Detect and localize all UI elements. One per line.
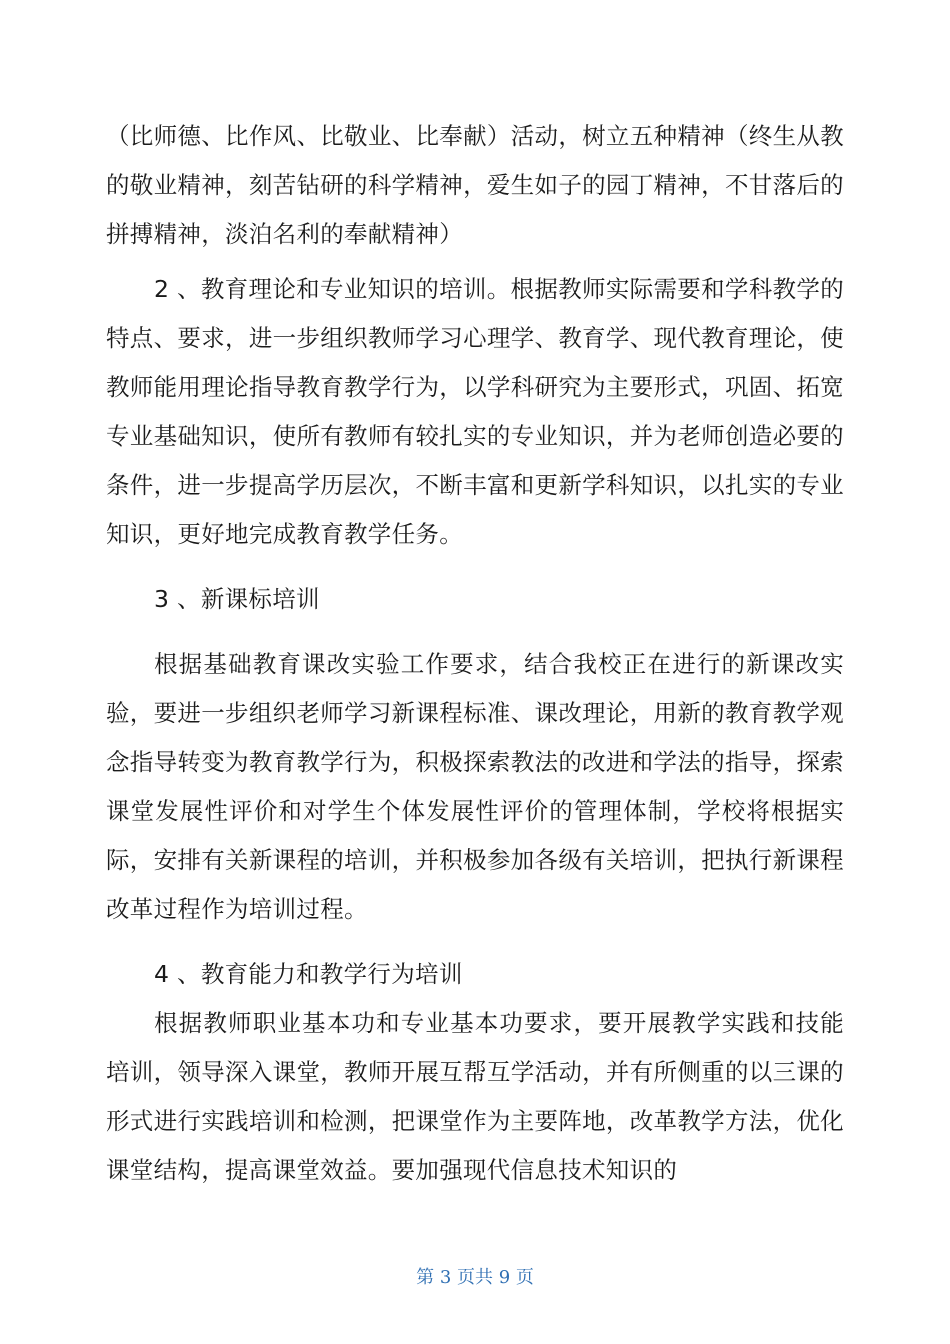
paragraph-spirit-activities: （比师德、比作风、比敬业、比奉献）活动，树立五种精神（终生从教的敬业精神，刻苦钻研的科学精神，爱生如子的园丁精神，不甘落后的拼搏精神，淡泊名利的奉献精神） (106, 122, 844, 248)
heading-teaching-ability-training: 4 、教育能力和教学行为培训 (154, 960, 463, 988)
paragraph-new-curriculum: 根据基础教育课改实验工作要求，结合我校正在进行的新课改实验，要进一步组织老师学习新课程标准、课改理论，用新的教育教学观念指导转变为教育教学行为，积极探索教法的改进和学法的指导，探索课堂发展性评价和对学生个体发展性评价的管理体制，学校将根据实际，安排有关新课程的培训，并积极参加各级有关培训，把执行新课程改革过程作为培训过程。 (106, 650, 844, 923)
page-indicator: 第 3 页共 9 页 (416, 1267, 534, 1288)
paragraph-theory-training: 2 、教育理论和专业知识的培训。根据教师实际需要和学科教学的特点、要求，进一步组织教师学习心理学、教育学、现代教育理论，使教师能用理论指导教育教学行为，以学科研究为主要形式，巩固、拓宽专业基础知识，使所有教师有较扎实的专业知识，并为老师创造必要的条件，进一步提高学历层次，不断丰富和更新学科知识，以扎实的专业知识，更好地完成教育教学任务。 (106, 275, 844, 548)
heading-new-curriculum-training: 3 、新课标培训 (154, 585, 320, 613)
paragraph-teaching-ability: 根据教师职业基本功和专业基本功要求，要开展教学实践和技能培训，领导深入课堂，教师开展互帮互学活动，并有所侧重的以三课的形式进行实践培训和检测，把课堂作为主要阵地，改革教学方法，优化课堂结构，提高课堂效益。要加强现代信息技术知识的 (106, 1009, 844, 1184)
document-body (106, 112, 844, 1195)
